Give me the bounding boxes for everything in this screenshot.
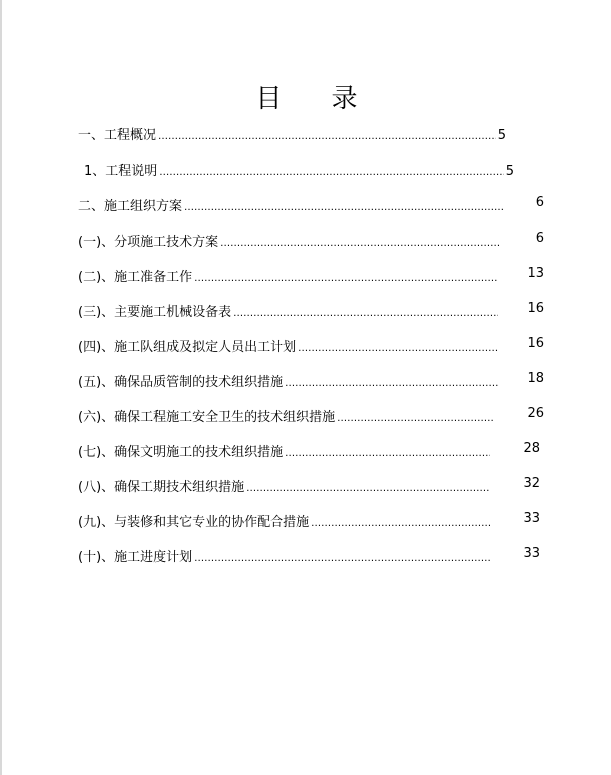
- title-char-1: 目: [255, 84, 284, 114]
- toc-entry[interactable]: [78, 195, 506, 214]
- toc-leader-dots: [298, 343, 498, 354]
- toc-entry-text: (六)、确保工程施工安全卫生的技术组织措施: [78, 410, 336, 425]
- toc-entry-text: (四)、施工队组成及拟定人员出工计划: [78, 340, 297, 355]
- toc-entry[interactable]: [78, 336, 500, 355]
- toc-entry-text: (五)、确保品质管制的技术组织措施: [78, 375, 284, 390]
- toc-entry-page: 6: [535, 195, 544, 210]
- toc-leader-dots: [337, 413, 494, 424]
- toc-entry-text: (三)、主要施工机械设备表: [78, 305, 232, 320]
- toc-entry-page: 5: [497, 128, 506, 143]
- toc-leader-dots: [194, 273, 498, 284]
- toc-entry-text: 一、工程概况: [78, 128, 157, 143]
- toc-entry[interactable]: [78, 476, 492, 495]
- toc-entry[interactable]: [78, 511, 492, 530]
- toc-leader-dots: [220, 238, 500, 249]
- page-title: [2, 78, 611, 115]
- toc-entry-page: 33: [523, 511, 540, 526]
- toc-leader-dots: [158, 131, 496, 142]
- toc-entry-page: 32: [523, 476, 540, 491]
- toc-entry-page: 13: [527, 266, 544, 281]
- toc-entry[interactable]: [78, 441, 492, 460]
- toc-entry-text: (二)、施工准备工作: [78, 270, 193, 285]
- toc-entry-text: 1、工程说明: [84, 164, 158, 179]
- toc-entry-page: 6: [535, 231, 544, 246]
- toc-leader-dots: [194, 553, 490, 564]
- toc-entry-page: 26: [527, 406, 544, 421]
- toc-entry-text: 二、施工组织方案: [78, 199, 183, 214]
- toc-entry-page: 16: [527, 301, 544, 316]
- toc-entry-text: (九)、与装修和其它专业的协作配合措施: [78, 515, 310, 530]
- toc-entry-page: 33: [523, 546, 540, 561]
- toc-entry[interactable]: [78, 301, 500, 320]
- toc-entry[interactable]: [78, 266, 500, 285]
- toc-entry-text: (十)、施工进度计划: [78, 550, 193, 565]
- toc-entry[interactable]: [78, 231, 502, 250]
- toc-leader-dots: [285, 448, 490, 459]
- toc-entry-page: 28: [523, 441, 540, 456]
- title-char-2: 录: [331, 84, 360, 114]
- toc-entry-page: 16: [527, 336, 544, 351]
- toc-entry-page: 5: [505, 164, 514, 179]
- toc-leader-dots: [246, 483, 490, 494]
- toc-entry[interactable]: [78, 371, 500, 390]
- toc-entry-text: (一)、分项施工技术方案: [78, 235, 219, 250]
- toc-leader-dots: [285, 378, 498, 389]
- toc-entry[interactable]: [78, 546, 492, 565]
- toc-leader-dots: [311, 518, 490, 529]
- toc-entry[interactable]: [84, 160, 514, 179]
- toc-entry-page: 18: [527, 371, 544, 386]
- toc-leader-dots: [159, 167, 503, 178]
- toc-entry-text: (八)、确保工期技术组织措施: [78, 480, 245, 495]
- toc-leader-dots: [184, 202, 504, 213]
- toc-entry-text: (七)、确保文明施工的技术组织措施: [78, 445, 284, 460]
- toc-entry[interactable]: [78, 406, 496, 425]
- toc-entry[interactable]: [78, 124, 506, 143]
- toc-leader-dots: [233, 308, 498, 319]
